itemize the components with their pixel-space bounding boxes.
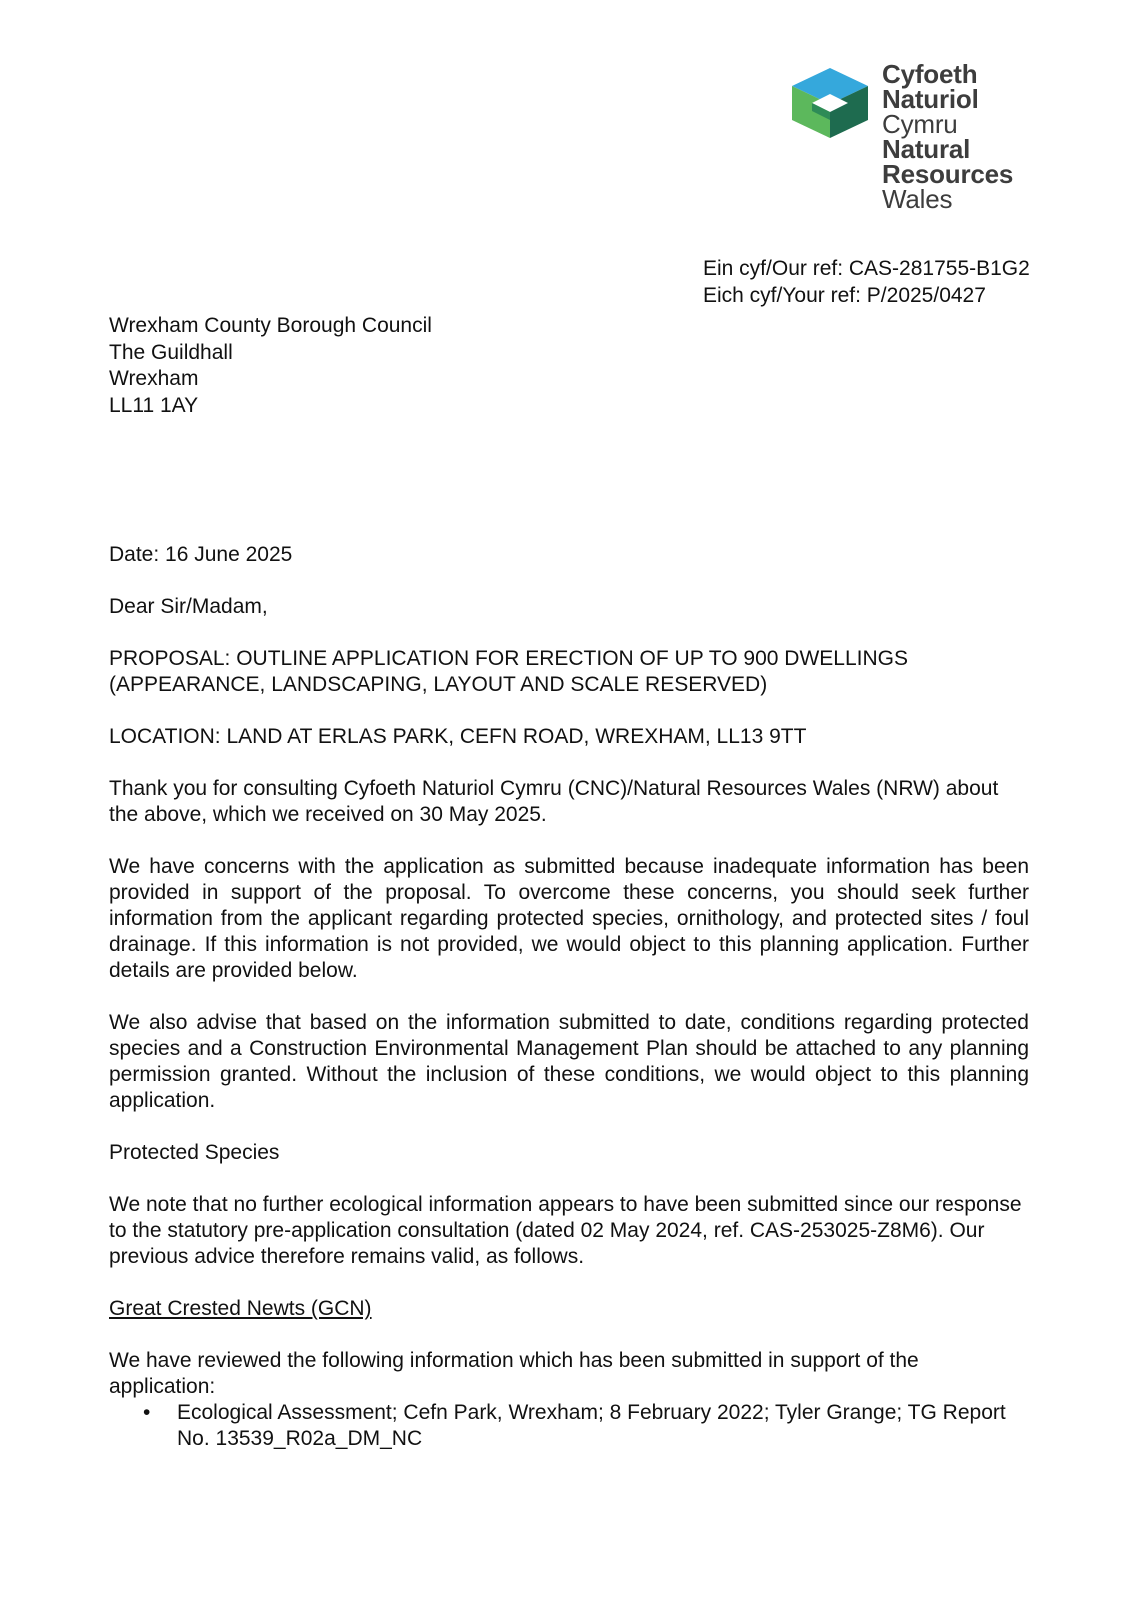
list-item: • Ecological Assessment; Cefn Park, Wrexham; 8 February 2022; Tyler Grange; TG Report No. 13539_R02a_DM_NC — [177, 1400, 1029, 1452]
address-postcode: LL11 1AY — [109, 393, 199, 417]
address-line-1: Wrexham County Borough Council — [109, 314, 432, 337]
heading-great-crested-newts: Great Crested Newts (GCN) — [109, 1297, 372, 1320]
heading-protected-species: Protected Species — [109, 1141, 280, 1164]
logo-line-natural: Natural — [882, 134, 971, 164]
document-list — [109, 1400, 1029, 1452]
address-line-3: Wrexham — [109, 367, 199, 390]
paragraph-note: We note that no further ecological information appears to have been submitted since our response to the statutory pre-application consultation (dated 02 May 2024, ref. CAS-253025-Z8M6). Our previous advice therefore remains valid, as follows. — [109, 1193, 1022, 1268]
letter-body — [109, 542, 1029, 1452]
your-ref: Eich cyf/Your ref: P/2025/0427 — [703, 284, 986, 307]
paragraph-conditions: We also advise that based on the information submitted to date, conditions regarding protected species and a Construction Environmental Management Plan should be attached to any planning permission granted. Without the inclusion of these conditions, we would object to this planning application. — [109, 1011, 1029, 1112]
salutation: Dear Sir/Madam, — [109, 595, 268, 618]
logo-line-cymru: Cymru — [882, 109, 958, 139]
logo-line-naturiol: Naturiol — [882, 84, 979, 114]
recipient-address — [109, 313, 432, 419]
paragraph-thanks: Thank you for consulting Cyfoeth Naturiol Cymru (CNC)/Natural Resources Wales (NRW) about the above, which we received on 30 May 2025. — [109, 777, 999, 826]
letter-date: Date: 16 June 2025 — [109, 543, 293, 566]
paragraph-reviewed: We have reviewed the following information which has been submitted in support of the application: — [109, 1349, 919, 1398]
logo-line-resources: Resources — [882, 159, 1014, 189]
proposal: PROPOSAL: OUTLINE APPLICATION FOR ERECTION OF UP TO 900 DWELLINGS (APPEARANCE, LANDSCAPING, LAYOUT AND SCALE RESERVED) — [109, 647, 908, 696]
nrw-logo — [792, 59, 1032, 222]
logo-line-wales: Wales — [882, 184, 953, 214]
location: LOCATION: LAND AT ERLAS PARK, CEFN ROAD, WREXHAM, LL13 9TT — [109, 725, 807, 748]
reference-block — [703, 255, 1030, 309]
address-line-2: The Guildhall — [109, 340, 233, 364]
paragraph-concerns: We have concerns with the application as submitted because inadequate information has been provided in support of the proposal. To overcome these concerns, you should seek further information from the applicant regarding protected species, ornithology, and protected sites / foul drainage. If this information is not provided, we would object to this planning application. Further details are provided below. — [109, 855, 1029, 982]
our-ref: Ein cyf/Our ref: CAS-281755-B1G2 — [703, 257, 1030, 280]
logo-line-cyfoeth: Cyfoeth — [882, 59, 978, 89]
nrw-hexagon-logo-icon — [792, 68, 868, 138]
